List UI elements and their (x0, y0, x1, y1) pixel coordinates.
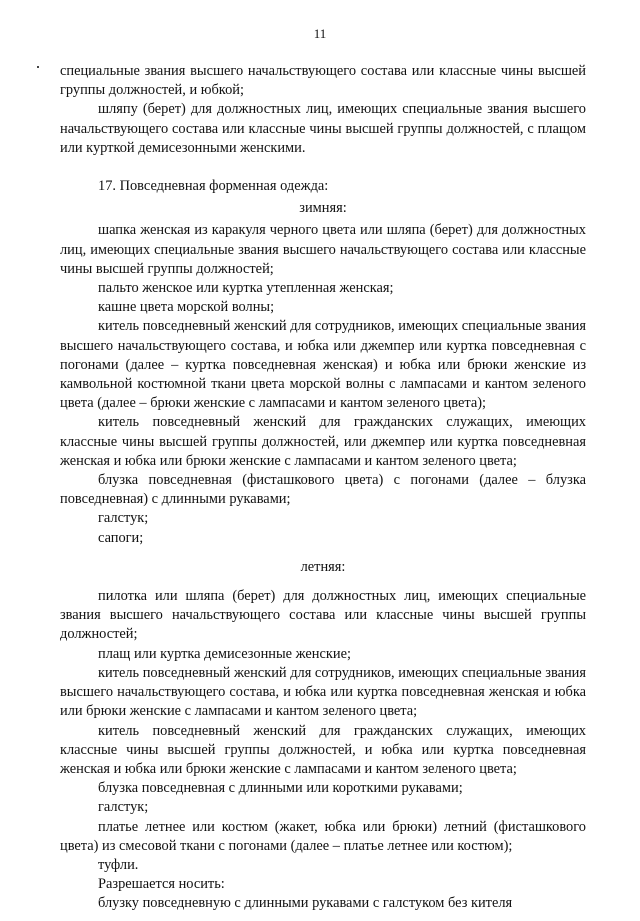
paragraph: пилотка или шляпа (берет) для должностных лиц, имеющих специальные звания высшего начальствующего состава или классные чины высшей группы должностей; (60, 588, 586, 643)
paragraph: галстук; (98, 799, 149, 816)
paragraph: китель повседневный женский для гражданских служащих, имеющих классные чины высшей группы должностей, или джемпер или куртка повседневная женская и юбка или брюки женские с лампасами и кантом зеленого цвета; (60, 414, 586, 469)
page-number: 11 (313, 26, 327, 41)
subsection-heading-summer: летняя: (300, 558, 346, 575)
paragraph: пальто женское или куртка утепленная женская; (98, 280, 394, 297)
section-heading: 17. Повседневная форменная одежда: (98, 178, 329, 195)
paragraph: китель повседневный женский для сотрудников, имеющих специальные звания высшего начальствующего состава, и юбка или куртка повседневная женская и юбка или брюки женские с лампасами и кантом зеленого цвета; (60, 664, 586, 720)
paragraph: сапоги; (98, 529, 144, 546)
paragraph: Разрешается носить: (98, 876, 225, 893)
paragraph: плащ или куртка демисезонные женские; (98, 645, 351, 662)
document-body (60, 62, 586, 914)
paragraph: блузку повседневную с длинными рукавами с галстуком без кителя (98, 895, 513, 912)
paragraph: кашне цвета морской волны; (98, 299, 275, 316)
paragraph: блузка повседневная (фисташкового цвета) с погонами (далее – блузка повседневная) с длинными рукавами; (60, 472, 586, 508)
paragraph: китель повседневный женский для гражданских служащих, имеющих классные чины высшей группы должностей, и юбка или куртка повседневная женская и юбка или брюки женские с лампасами и кантом зеленого цвета; (60, 722, 586, 777)
paragraph: шапка женская из каракуля черного цвета или шляпа (берет) для должностных лиц, имеющих специальные звания высшего начальствующего состава или классные чины высшей группы должностей; (60, 222, 586, 277)
scan-speck (37, 66, 39, 68)
subsection-heading-winter: зимняя: (299, 200, 347, 217)
paragraph: шляпу (берет) для должностных лиц, имеющих специальные звания высшего начальствующего состава или классные чины высшей группы должностей, с плащом или курткой демисезонными женскими. (60, 101, 586, 156)
paragraph: блузка повседневная с длинными или короткими рукавами; (98, 780, 463, 797)
paragraph: китель повседневный женский для сотрудников, имеющих специальные звания высшего начальствующего состава, и юбка или джемпер или куртка повседневная с погонами (далее – куртка повседневная женская) и юбка или брюки женские из камвольной костюмной ткани цвета морской волны с лампасами и кантом зеленого цвета (далее – брюки женские с лампасами и кантом зеленого цвета); (60, 318, 586, 412)
paragraph: туфли. (98, 856, 139, 873)
paragraph: галстук; (98, 510, 149, 527)
paragraph: платье летнее или костюм (жакет, юбка или брюки) летний (фисташкового цвета) из смесовой ткани с погонами (далее – платье летнее или костюм); (60, 818, 586, 854)
paragraph: специальные звания высшего начальствующего состава или классные чины высшей группы должностей, и юбкой; (60, 63, 586, 99)
